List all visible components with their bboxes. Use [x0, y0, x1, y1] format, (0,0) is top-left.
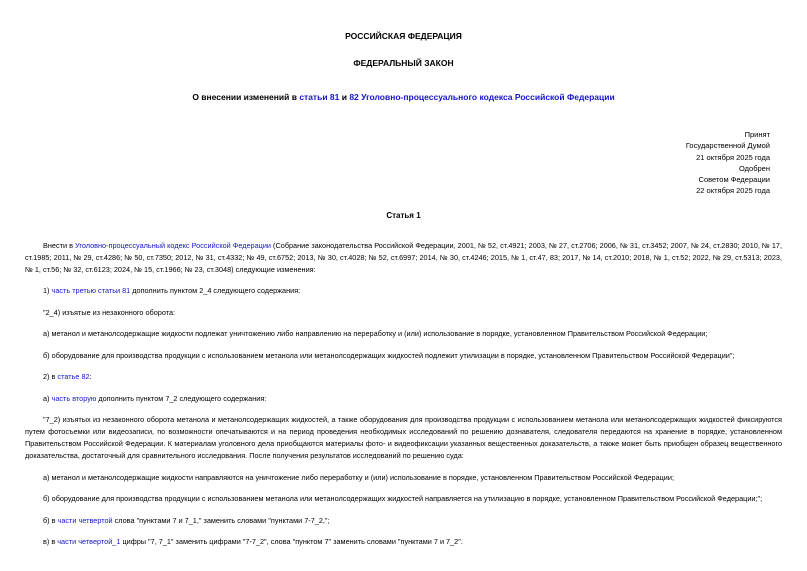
text-segment: а): [43, 393, 52, 403]
document-link[interactable]: часть вторую: [51, 393, 97, 403]
quote-point-2_4: [25, 307, 782, 319]
text-segment: 2) в: [43, 372, 58, 382]
item-2: [25, 371, 782, 383]
document-link[interactable]: статье 82: [57, 372, 90, 382]
text-segment: Внести в: [43, 240, 76, 250]
item-7_2-b: [25, 493, 782, 505]
quote-point-7_2: [25, 414, 782, 462]
text-segment: цифры "7, 7_1" заменить цифрами "7-7_2", слова "пунктом 7" заменить словами "пунктами 7 и 7_2".: [120, 537, 463, 547]
approval-line: Одобрен: [739, 163, 770, 173]
approval-line: Советом Федерации: [698, 175, 770, 185]
document-title: [25, 92, 782, 103]
item-2_4-a: [25, 328, 782, 340]
text-segment: (Собрание законодательства Российской Федерации, 2001, № 52, ст.4921; 2003, № 27, ст.2706; 2006, № 31, ст.3452; 2007, № 24, ст.2830; 2010, № 17, ст.1985; 2011, № 29, ст.4286; № 50, ст.7350; 2012, № 31, ст.4332; № 49, ст.6752; 2013, № 30, ст.4028; № 52, ст.6997; 2014, № 30, ст.4246; 2015, № 1, ст.47, 83; 2017, № 14, ст.2010; 2018, № 1, ст.52; 2022, № 29, ст.5313; 2023, № 1, ст.56; № 32, ст.6123; 2024, № 15, ст.1966; № 23, ст.3048) следующие изменения:: [25, 240, 782, 274]
text-segment: а) метанол и метанолсодержащие жидкости подлежат уничтожению либо направлению на переработку и (или) использование в порядке, установленном Правительством Российской Федерации;: [43, 329, 708, 339]
item-2_4-b: [25, 350, 782, 362]
text-segment: 1): [43, 286, 52, 296]
text-segment: и: [339, 92, 350, 102]
text-segment: "7_2) изъятых из незаконного оборота метанола и метанолсодержащих жидкостей, а также оборудования для производства продукции с использованием метанола или метанолсодержащих жидкостей фиксируются путем фотосъемки или видеозаписи, по возможности опечатываются и на период проведения необходимых исследований по решению дознавателя, следователя передаются на хранение в порядке, установленном Правительством Российской Федерации. К материалам уголовного дела приобщаются материалы фото- и видеофиксации указанных вещественных доказательств, а также может быть приобщен образец вещественного доказательства, достаточный для сравнительного исследования. После получения результатов исследований по решению суда:: [25, 415, 782, 461]
item-2-v: [25, 536, 782, 548]
text-segment: слова "пунктами 7 и 7_1," заменить словами "пунктами 7-7_2,";: [112, 515, 330, 525]
text-segment: дополнить пунктом 2_4 следующего содержания:: [130, 286, 301, 296]
text-segment: :: [89, 372, 92, 382]
text-segment: б) оборудование для производства продукции с использованием метанола или метанолсодержащих жидкостей направляется на утилизацию в порядке, установленном Правительством Российской Федерации;";: [43, 494, 763, 504]
document-body: [25, 240, 782, 549]
text-segment: в) в: [43, 537, 58, 547]
item-7_2-a: [25, 472, 782, 484]
document-link[interactable]: 82 Уголовно-процессуального кодекса Российской Федерации: [349, 92, 615, 102]
document-link[interactable]: часть третью статьи 81: [51, 286, 131, 296]
header-doc-type: ФЕДЕРАЛЬНЫЙ ЗАКОН: [353, 58, 454, 68]
text-segment: б) оборудование для производства продукции с использованием метанола или метанолсодержащих жидкостей подлежит утилизации в порядке, установленном Правительством Российской Федерации";: [43, 350, 735, 360]
approval-line: Принят: [744, 130, 770, 139]
item-2-b: [25, 515, 782, 527]
approval-line: Государственной Думой: [685, 141, 770, 151]
item-1: [25, 285, 782, 297]
intro-paragraph: [25, 240, 782, 276]
article-heading: Статья 1: [386, 210, 421, 220]
approval-line: 22 октября 2025 года: [696, 186, 770, 196]
text-segment: дополнить пунктом 7_2 следующего содержания:: [96, 393, 267, 403]
text-segment: а) метанол и метанолсодержащие жидкости направляются на уничтожение либо переработку и (или) использование в порядке, установленном Правительством Российской Федерации;: [43, 472, 674, 482]
text-segment: б) в: [43, 515, 58, 525]
approval-line: 21 октября 2025 года: [696, 152, 770, 162]
item-2-a: [25, 393, 782, 405]
document-link[interactable]: части четвертой: [57, 515, 113, 525]
document-link[interactable]: Уголовно-процессуальный кодекс Российской Федерации: [75, 240, 271, 250]
header-country: РОССИЙСКАЯ ФЕДЕРАЦИЯ: [345, 31, 462, 41]
document-link[interactable]: статьи 81: [299, 92, 340, 102]
document-link[interactable]: части четвертой_1: [57, 537, 121, 547]
text-segment: О внесении изменений в: [192, 92, 300, 102]
text-segment: "2_4) изъятые из незаконного оборота:: [43, 307, 176, 317]
approval-block: [25, 129, 770, 197]
